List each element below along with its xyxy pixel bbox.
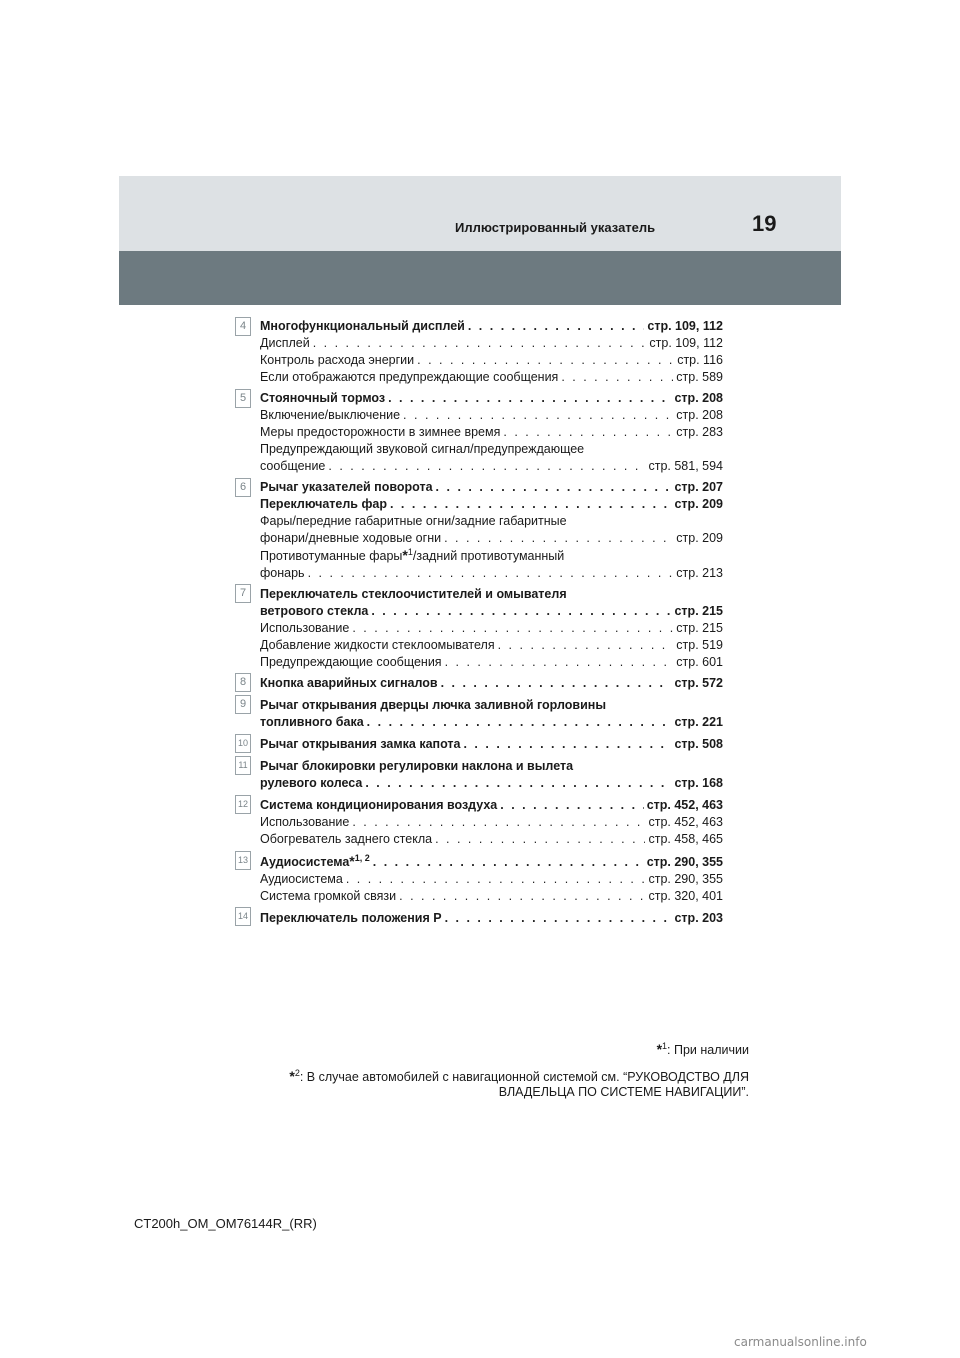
dot-leader <box>444 530 673 547</box>
entry-label: Обогреватель заднего стекла <box>260 832 433 846</box>
index-row <box>260 675 723 692</box>
dot-leader <box>313 335 647 352</box>
entry-label: Многофункциональный дисплей <box>260 319 465 333</box>
entry-label: сообщение <box>260 459 326 473</box>
header-dark-band <box>119 251 841 305</box>
page-reference: стр. 109, 112 <box>647 319 723 333</box>
entry-label: фонари/дневные ходовые огни <box>260 531 442 545</box>
item-number-badge: 8 <box>235 673 251 692</box>
page-reference: стр. 203 <box>674 911 723 925</box>
page-reference: стр. 452, 463 <box>646 798 723 812</box>
index-group <box>260 675 723 692</box>
item-number-badge: 12 <box>235 795 251 814</box>
dot-leader <box>399 888 645 905</box>
entry-label: Переключатель положения P <box>260 911 442 925</box>
entry-label: Дисплей <box>260 336 310 350</box>
entry-label: Рычаг открывания замка капота <box>260 737 461 751</box>
item-number-badge: 7 <box>235 584 251 603</box>
entry-label: Контроль расхода энергии <box>260 353 415 367</box>
page-reference: стр. 116 <box>677 353 723 367</box>
footnote-2-continuation: ВЛАДЕЛЬЦА ПО СИСТЕМЕ НАВИГАЦИИ”. <box>498 1085 749 1099</box>
footnote-1: *$^1$: При наличии <box>656 1040 749 1057</box>
entry-label: топливного бака <box>260 715 364 729</box>
item-number-badge: 5 <box>235 389 251 408</box>
dot-leader <box>435 831 645 848</box>
index-group <box>260 736 723 753</box>
page-reference: стр. 215 <box>674 604 723 618</box>
index-group <box>260 586 723 671</box>
entry-label: Переключатель фар <box>260 497 387 511</box>
asterisk-icon: * <box>656 1041 663 1057</box>
dot-leader <box>445 654 674 671</box>
index-row <box>260 565 723 582</box>
page-reference: стр. 320, 401 <box>648 889 723 903</box>
dot-leader <box>441 675 672 692</box>
index-row <box>260 853 723 871</box>
dot-leader <box>498 637 674 654</box>
item-number-badge: 9 <box>235 695 251 714</box>
index-group <box>260 910 723 927</box>
dot-leader <box>417 352 674 369</box>
page-reference: стр. 508 <box>674 737 723 751</box>
dot-leader <box>308 565 674 582</box>
page-reference: стр. 458, 465 <box>648 832 723 846</box>
index-row <box>260 479 723 496</box>
dot-leader <box>367 714 672 731</box>
dot-leader <box>352 814 645 831</box>
index-row <box>260 458 723 475</box>
dot-leader <box>388 390 671 407</box>
entry-label: Использование <box>260 621 350 635</box>
index-group <box>260 797 723 848</box>
entry-label: Меры предосторожности в зимнее время <box>260 425 501 439</box>
index-row <box>260 369 723 386</box>
index-group <box>260 758 723 792</box>
dot-leader <box>371 603 671 620</box>
item-number-badge: 11 <box>235 756 251 775</box>
footnote-2: *$^2$: В случае автомобилей с навигационной системой см. “РУКОВОДСТВО ДЛЯ <box>289 1067 749 1084</box>
entry-label: Рычаг указателей поворота <box>260 480 433 494</box>
page-reference: стр. 589 <box>676 370 723 384</box>
page-reference: стр. 581, 594 <box>648 459 723 473</box>
page-reference: стр. 209 <box>674 497 723 511</box>
page-reference: стр. 221 <box>674 715 723 729</box>
index-row <box>260 775 723 792</box>
dot-leader <box>365 775 671 792</box>
entry-label: Аудиосистема <box>260 872 343 886</box>
entry-label: Кнопка аварийных сигналов <box>260 676 438 690</box>
index-row <box>260 654 723 671</box>
dot-leader <box>403 407 673 424</box>
item-number-badge: 4 <box>235 317 251 336</box>
index-row <box>260 714 723 731</box>
entry-text-line: Рычаг открывания дверцы лючка заливной горловины <box>260 698 606 712</box>
page-reference: стр. 572 <box>674 676 723 690</box>
entry-label: Если отображаются предупреждающие сообщения <box>260 370 559 384</box>
page-reference: стр. 208 <box>676 408 723 422</box>
page-reference: стр. 519 <box>676 638 723 652</box>
header-band <box>119 176 841 251</box>
index-group <box>260 479 723 582</box>
index-row <box>260 797 723 814</box>
page-number: 19 <box>752 211 777 236</box>
section-title: Иллюстрированный указатель <box>455 220 656 235</box>
index-row <box>260 871 723 888</box>
index-row <box>260 910 723 927</box>
index-row <box>260 736 723 753</box>
entry-text-line: Противотуманные фары*$^1$/задний противотуманный <box>260 546 565 563</box>
entry-label: Предупреждающие сообщения <box>260 655 442 669</box>
page-reference: стр. 209 <box>676 531 723 545</box>
index-row <box>260 424 723 441</box>
index-row <box>260 831 723 848</box>
index-row <box>260 496 723 513</box>
model-code: CT200h_OM_OM76144R_(RR) <box>134 1216 317 1231</box>
page-reference: стр. 290, 355 <box>648 872 723 886</box>
index-row <box>260 530 723 547</box>
entry-label: ветрового стекла <box>260 604 369 618</box>
asterisk-icon: * <box>289 1068 295 1084</box>
asterisk-icon: * <box>402 547 408 563</box>
index-row <box>260 637 723 654</box>
entry-label: фонарь <box>260 566 305 580</box>
entry-label: Добавление жидкости стеклоомывателя <box>260 638 495 652</box>
entry-text-line: Рычаг блокировки регулировки наклона и вылета <box>260 759 574 773</box>
index-entries <box>260 318 723 927</box>
watermark: carmanualsonline.info <box>734 1335 867 1349</box>
index-group <box>260 390 723 475</box>
page-reference: стр. 207 <box>674 480 723 494</box>
page-reference: стр. 215 <box>676 621 723 635</box>
index-group <box>260 318 723 386</box>
page-reference: стр. 213 <box>676 566 723 580</box>
dot-leader <box>500 797 643 814</box>
entry-label: Использование <box>260 815 350 829</box>
asterisk-icon: * <box>349 853 355 869</box>
dot-leader <box>445 910 672 927</box>
entry-label: Стояночный тормоз <box>260 391 386 405</box>
page-reference: стр. 290, 355 <box>646 855 723 869</box>
item-number-badge: 10 <box>235 734 251 753</box>
index-row <box>260 888 723 905</box>
page-reference: стр. 601 <box>676 655 723 669</box>
dot-leader <box>463 736 671 753</box>
dot-leader <box>346 871 646 888</box>
dot-leader <box>352 620 673 637</box>
page-reference: стр. 109, 112 <box>649 336 723 350</box>
index-row <box>260 335 723 352</box>
index-row <box>260 318 723 335</box>
dot-leader <box>390 496 672 513</box>
dot-leader <box>468 318 645 335</box>
dot-leader <box>373 854 644 871</box>
index-row <box>260 407 723 424</box>
item-number-badge: 13 <box>235 851 251 870</box>
index-row <box>260 620 723 637</box>
entry-text-line: Фары/передние габаритные огни/задние габаритные <box>260 514 567 528</box>
entry-label: Система громкой связи <box>260 889 397 903</box>
item-number-badge: 6 <box>235 478 251 497</box>
dot-leader <box>561 369 673 386</box>
index-row <box>260 390 723 407</box>
index-group <box>260 853 723 905</box>
dot-leader <box>503 424 673 441</box>
page-reference: стр. 168 <box>674 776 723 790</box>
entry-text-line: Переключатель стеклоочистителей и омывателя <box>260 587 567 601</box>
page-reference: стр. 452, 463 <box>648 815 723 829</box>
page-reference: стр. 283 <box>676 425 723 439</box>
entry-label: рулевого колеса <box>260 776 363 790</box>
index-group <box>260 697 723 731</box>
index-row <box>260 352 723 369</box>
entry-label: Включение/выключение <box>260 408 401 422</box>
entry-label: Система кондиционирования воздуха <box>260 798 498 812</box>
index-row <box>260 603 723 620</box>
item-number-badge: 14 <box>235 907 251 926</box>
index-row <box>260 814 723 831</box>
entry-label: Аудиосистема*$^{1, 2}$ <box>260 852 370 869</box>
entry-text-line: Предупреждающий звуковой сигнал/предупреждающее <box>260 442 585 456</box>
dot-leader <box>436 479 672 496</box>
dot-leader <box>328 458 645 475</box>
page-reference: стр. 208 <box>674 391 723 405</box>
